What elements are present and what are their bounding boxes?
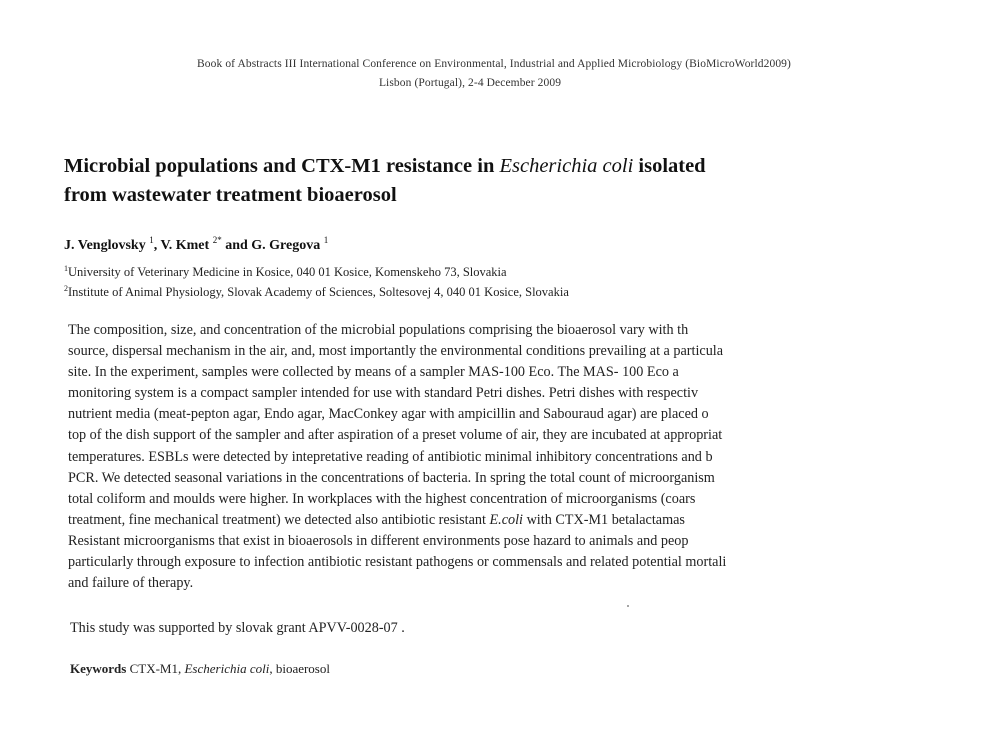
author-1-affil: 1 xyxy=(149,235,154,245)
keyword-species: Escherichia coli xyxy=(184,661,270,676)
abstract-line: particularly through exposure to infection antibiotic resistant pathogens or commensals and related potential mortali xyxy=(68,554,727,571)
affiliation-1-num: 1 xyxy=(64,264,68,273)
abstract-line: and failure of therapy. xyxy=(68,575,194,592)
abstract-line: nutrient media (meat-pepton agar, Endo agar, MacConkey agar with ampicillin and Sabouraud agar) are placed o xyxy=(68,406,709,423)
affiliation-2-text: Institute of Animal Physiology, Slovak Academy of Sciences, Soltesovej 4, 040 01 Kosice, Slovakia xyxy=(68,285,569,299)
scan-speck xyxy=(627,605,629,607)
abstract-line: The composition, size, and concentration of the microbial populations comprising the bioaerosol vary with th xyxy=(68,322,689,338)
author-2: , V. Kmet xyxy=(153,238,213,253)
authors xyxy=(64,235,328,254)
keywords-label: Keywords xyxy=(70,661,127,676)
conference-header: Book of Abstracts III International Conference on Environmental, Industrial and Applied Microbiology (BioMicroWorld2009) xyxy=(197,58,791,70)
abstract-body xyxy=(68,320,988,594)
abstract-line: PCR. We detected seasonal variations in the concentrations of bacteria. In spring the total count of microorganism xyxy=(68,469,715,486)
abstract-line: Resistant microorganisms that exist in bioaerosols in different environments pose hazard to animals and peop xyxy=(68,532,689,549)
abstract-line: monitoring system is a compact sampler intended for use with standard Petri dishes. Petri dishes with respectiv xyxy=(68,385,699,402)
abstract-line: top of the dish support of the sampler and after aspiration of a preset volume of air, they are incubated at appropriat xyxy=(68,427,723,444)
abstract-line: temperatures. ESBLs were detected by intepretative reading of antibiotic minimal inhibitory concentrations and b xyxy=(68,448,713,465)
affiliation-2-num: 2 xyxy=(64,284,68,293)
title-part1: Microbial populations and CTX-M1 resistance in xyxy=(64,155,500,177)
abstract-text: with CTX-M1 betalactamas xyxy=(523,511,685,528)
keywords xyxy=(70,661,330,677)
author-2-affil: 2* xyxy=(212,235,222,245)
affiliation-2 xyxy=(64,284,569,300)
conference-location: Lisbon (Portugal), 2-4 December 2009 xyxy=(378,77,562,89)
affiliation-1-text: University of Veterinary Medicine in Kosice, 040 01 Kosice, Komenskeho 73, Slovakia xyxy=(68,265,507,279)
affiliation-1 xyxy=(64,264,507,280)
abstract-line: source, dispersal mechanism in the air, and, most importantly the environmental conditions prevailing at a particula xyxy=(68,343,724,360)
title-line2: from wastewater treatment bioaerosol xyxy=(64,184,397,206)
abstract-text: treatment, fine mechanical treatment) we detected also antibiotic resistant xyxy=(68,511,490,528)
abstract-line: total coliform and moulds were higher. In workplaces with the highest concentration of microorganisms (coars xyxy=(68,490,696,507)
paper-title xyxy=(64,152,944,210)
author-3-affil: 1 xyxy=(323,235,329,245)
author-3: and G. Gregova xyxy=(221,238,324,253)
title-species: Escherichia coli xyxy=(499,155,634,177)
author-1: J. Venglovsky xyxy=(64,238,150,253)
abstract-line: site. In the experiment, samples were collected by means of a sampler MAS-100 Eco. The MAS- 100 Eco a xyxy=(68,364,679,381)
title-part2: isolated xyxy=(633,155,706,177)
funding-statement: This study was supported by slovak grant APVV-0028-07 . xyxy=(70,620,405,636)
abstract-line xyxy=(68,510,988,531)
keyword-text: , bioaerosol xyxy=(269,661,330,676)
abstract-species: E.coli xyxy=(489,511,524,528)
keyword-text: CTX-M1, xyxy=(126,661,185,676)
